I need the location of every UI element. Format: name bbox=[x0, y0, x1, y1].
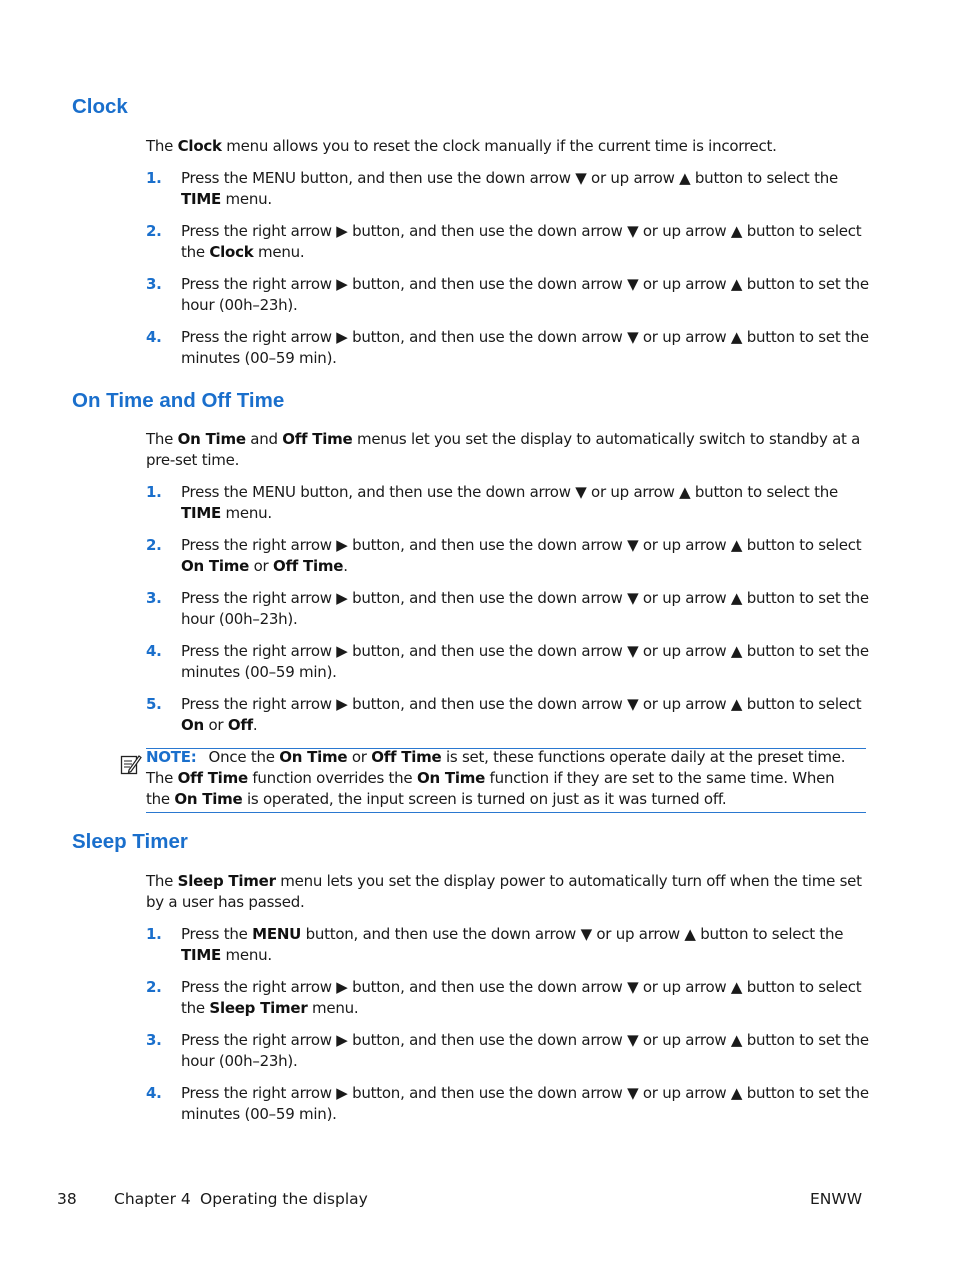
note-text: NOTE: Once the On Time or Off Time is set, these functions operate daily at the preset time. The Off Time function overrides the On Time function if they are set to the same time. When the On Time is operated, the input screen is turned on just as it was turned off. bbox=[146, 748, 846, 808]
step-text: Press the right arrow ▶ button, and then use the down arrow ▼ or up arrow ▲ button to set the hour (00h–23h). bbox=[181, 589, 869, 628]
step-number: 3. bbox=[146, 275, 162, 293]
step-text: Press the right arrow ▶ button, and then use the down arrow ▼ or up arrow ▲ button to select the Sleep Timer menu. bbox=[181, 978, 862, 1017]
footer-code: ENWW bbox=[810, 1190, 863, 1208]
step-text: Press the right arrow ▶ button, and then use the down arrow ▼ or up arrow ▲ button to select On or Off. bbox=[181, 695, 862, 734]
step-text: Press the right arrow ▶ button, and then use the down arrow ▼ or up arrow ▲ button to select On Time or Off Time. bbox=[181, 536, 862, 575]
bold-term: Clock bbox=[177, 137, 222, 155]
step-number: 1. bbox=[146, 925, 162, 943]
footer-chapter: Chapter 4 bbox=[114, 1190, 191, 1208]
step-text: Press the right arrow ▶ button, and then use the down arrow ▼ or up arrow ▲ button to set the minutes (00–59 min). bbox=[181, 1084, 869, 1123]
step-number: 3. bbox=[146, 589, 162, 607]
step-number: 4. bbox=[146, 1084, 162, 1102]
step-number: 2. bbox=[146, 222, 162, 240]
footer-chapter-title: Operating the display bbox=[200, 1190, 368, 1208]
step-number: 1. bbox=[146, 483, 162, 501]
page-number: 38 bbox=[57, 1190, 77, 1208]
clock-intro bbox=[146, 136, 870, 157]
step-text: Press the right arrow ▶ button, and then use the down arrow ▼ or up arrow ▲ button to set the minutes (00–59 min). bbox=[181, 642, 869, 681]
step-number: 3. bbox=[146, 1031, 162, 1049]
on-off-time-intro: The On Time and Off Time menus let you set the display to automatically switch to standby at a pre-set time. bbox=[146, 430, 861, 469]
step-number: 2. bbox=[146, 978, 162, 996]
on-off-step-3 bbox=[146, 588, 870, 630]
clock-step-4 bbox=[146, 327, 870, 369]
sleep-step-3 bbox=[146, 1030, 870, 1072]
on-off-step-5 bbox=[146, 694, 870, 736]
sleep-step-2 bbox=[146, 977, 870, 1019]
text: The bbox=[146, 137, 178, 155]
step-number: 4. bbox=[146, 328, 162, 346]
step-number: 4. bbox=[146, 642, 162, 660]
on-off-step-2 bbox=[146, 535, 870, 577]
note-pencil-icon bbox=[120, 753, 142, 775]
step-number: 1. bbox=[146, 169, 162, 187]
note-box bbox=[146, 748, 866, 813]
sleep-step-4 bbox=[146, 1083, 870, 1125]
note-label: NOTE: bbox=[146, 748, 197, 766]
step-number: 5. bbox=[146, 695, 162, 713]
clock-step-3 bbox=[146, 274, 870, 316]
step-text: Press the MENU button, and then use the down arrow ▼ or up arrow ▲ button to select the TIME menu. bbox=[181, 169, 838, 208]
step-text: Press the right arrow ▶ button, and then use the down arrow ▼ or up arrow ▲ button to select the Clock menu. bbox=[181, 222, 862, 261]
step-text: Press the right arrow ▶ button, and then use the down arrow ▼ or up arrow ▲ button to set the hour (00h–23h). bbox=[181, 1031, 869, 1070]
step-text: Press the MENU button, and then use the down arrow ▼ or up arrow ▲ button to select the TIME menu. bbox=[181, 925, 844, 964]
step-number: 2. bbox=[146, 536, 162, 554]
clock-step-2 bbox=[146, 221, 870, 263]
section-title-on-off-time: On Time and Off Time bbox=[72, 389, 285, 412]
sleep-timer-intro: The Sleep Timer menu lets you set the display power to automatically turn off when the time set by a user has passed. bbox=[146, 872, 862, 911]
text: menu allows you to reset the clock manually if the current time is incorrect. bbox=[221, 137, 777, 155]
step-text: Press the right arrow ▶ button, and then use the down arrow ▼ or up arrow ▲ button to set the hour (00h–23h). bbox=[181, 275, 869, 314]
on-off-step-1 bbox=[146, 482, 870, 524]
step-text: Press the MENU button, and then use the down arrow ▼ or up arrow ▲ button to select the TIME menu. bbox=[181, 483, 838, 522]
section-title-sleep-timer: Sleep Timer bbox=[72, 830, 188, 853]
step-text: Press the right arrow ▶ button, and then use the down arrow ▼ or up arrow ▲ button to set the minutes (00–59 min). bbox=[181, 328, 869, 367]
on-off-step-4 bbox=[146, 641, 870, 683]
clock-step-1 bbox=[146, 168, 870, 210]
section-title-clock: Clock bbox=[72, 95, 128, 118]
sleep-step-1 bbox=[146, 924, 870, 966]
